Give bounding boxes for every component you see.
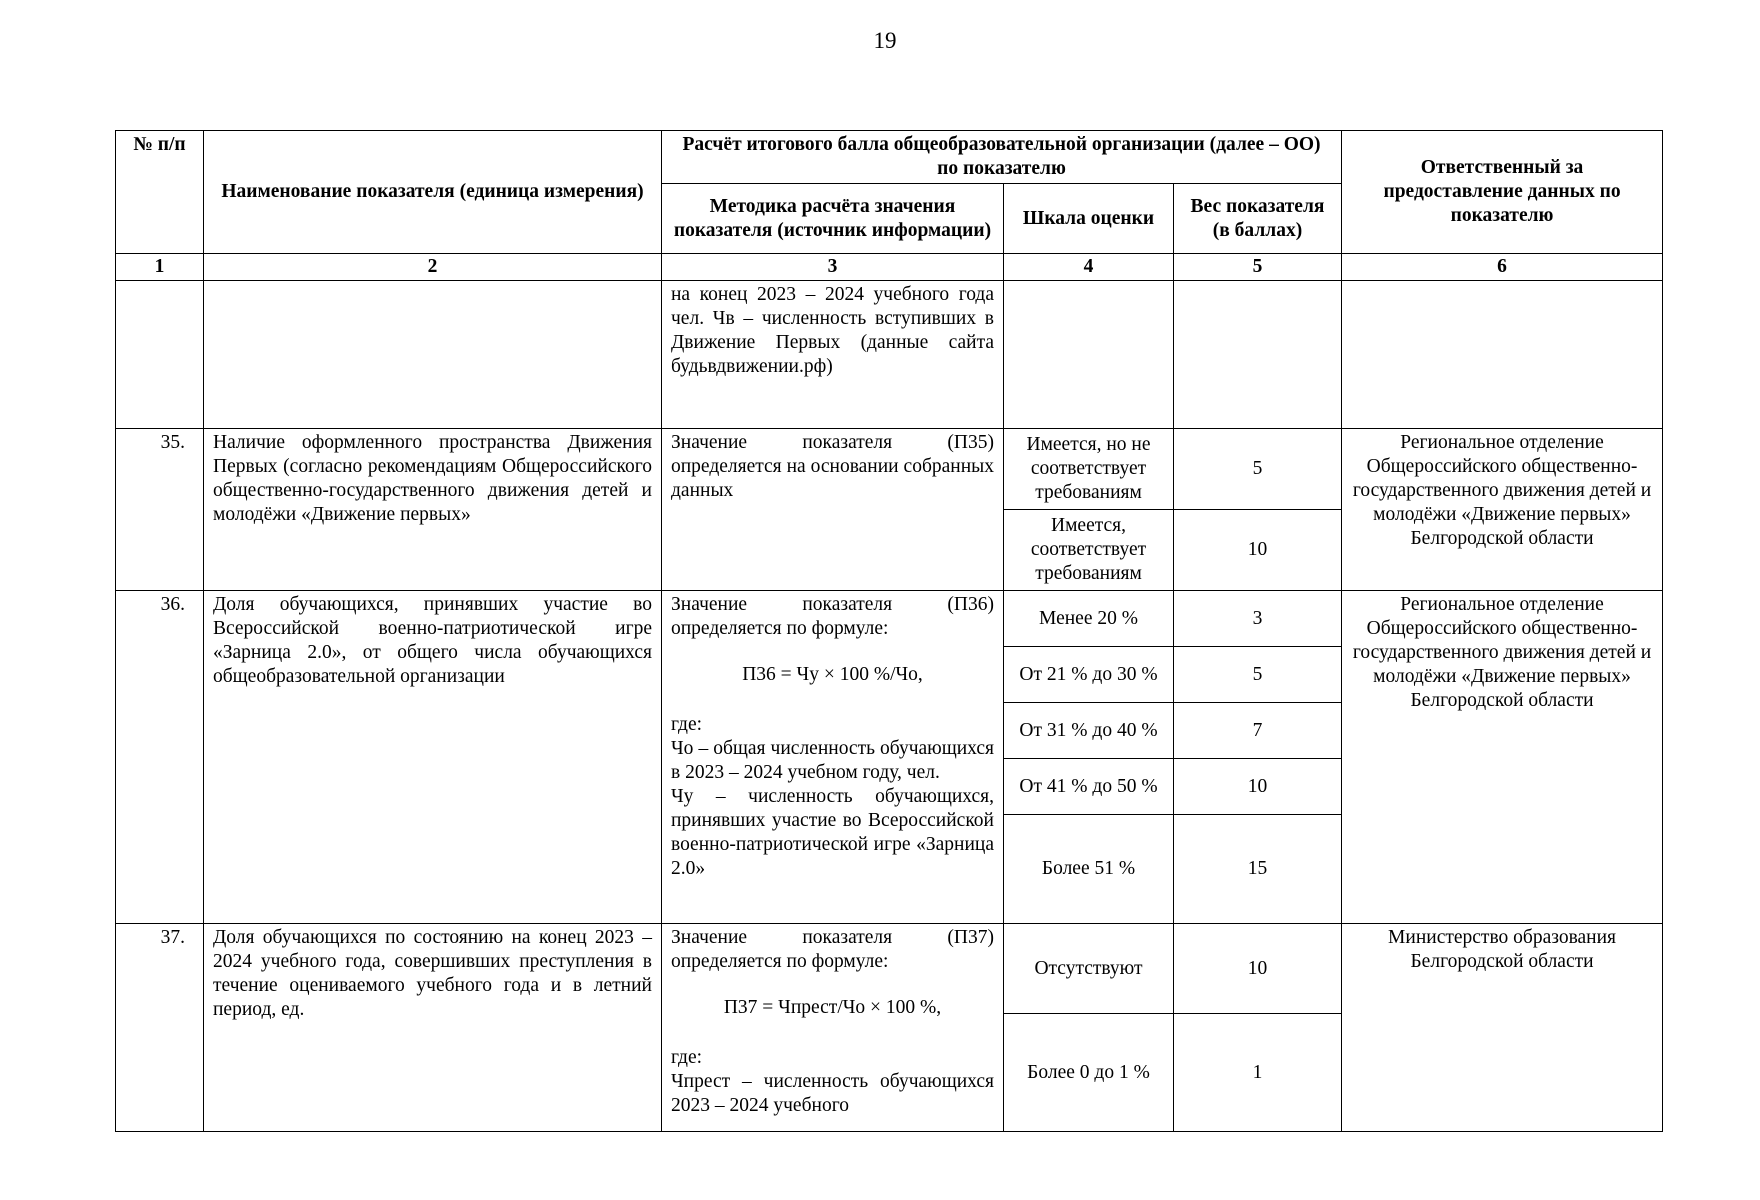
row-method	[662, 591, 1004, 924]
scale-label: От 21 % до 30 %	[1004, 647, 1174, 703]
scale-label: От 41 % до 50 %	[1004, 759, 1174, 815]
method-intro: Значение показателя (П37) определяется по формуле:	[671, 927, 994, 972]
row-name: Доля обучающихся, принявших участие во Всероссийской военно-патриотической игре «Зарница 2.0», от общего числа обучающихся общеобразовательной организации	[204, 591, 662, 924]
column-number: 2	[204, 254, 662, 281]
scale-label: Отсутствуют	[1004, 924, 1174, 1014]
scale-label: От 31 % до 40 %	[1004, 703, 1174, 759]
header-responsible: Ответственный за предоставление данных по показателю	[1342, 131, 1663, 254]
cell-weight	[1174, 281, 1342, 429]
cell-index	[116, 281, 204, 429]
header-row	[116, 131, 1663, 184]
scale-weight: 10	[1174, 924, 1342, 1014]
table-row-37	[116, 924, 1663, 1014]
scale-weight: 15	[1174, 815, 1342, 924]
scale-label: Более 0 до 1 %	[1004, 1014, 1174, 1132]
scale-label: Менее 20 %	[1004, 591, 1174, 647]
row-method	[662, 924, 1004, 1132]
row-responsible: Министерство образования Белгородской области	[1342, 924, 1663, 1132]
scale-label: Более 51 %	[1004, 815, 1174, 924]
method-formula: П36 = Чу × 100 %/Чо,	[742, 664, 923, 685]
column-number: 1	[116, 254, 204, 281]
method-formula: П37 = Чпрест/Чо × 100 %,	[723, 997, 942, 1018]
column-number: 5	[1174, 254, 1342, 281]
row-responsible: Региональное отделение Общероссийского общественно-государственного движения детей и молодёжи «Движение первых» Белгородской области	[1342, 429, 1663, 591]
cell-name	[204, 281, 662, 429]
row-index: 35.	[116, 429, 204, 591]
column-number: 4	[1004, 254, 1174, 281]
indicators-table	[115, 130, 1663, 1132]
row-index: 36.	[116, 591, 204, 924]
scale-weight: 7	[1174, 703, 1342, 759]
method-definition: Чу – численность обучающихся, принявших участие во Всероссийской военно-патриотической игре «Зарница 2.0»	[671, 786, 994, 879]
scale-weight: 10	[1174, 759, 1342, 815]
row-index: 37.	[116, 924, 204, 1132]
column-number: 3	[662, 254, 1004, 281]
scale-label: Имеется, но не соответствует требованиям	[1004, 429, 1174, 510]
header-name: Наименование показателя (единица измерения)	[204, 131, 662, 254]
cell-method: на конец 2023 – 2024 учебного года чел. Чв – численность вступивших в Движение Первых (данные сайта будьвдвижении.рф)	[662, 281, 1004, 429]
method-intro: Значение показателя (П36) определяется по формуле:	[671, 594, 994, 639]
header-scale: Шкала оценки	[1004, 184, 1174, 254]
header-calc-group: Расчёт итогового балла общеобразовательной организации (далее – ОО) по показателю	[662, 131, 1342, 184]
method-where: где:	[671, 1047, 703, 1068]
header-index: № п/п	[116, 131, 204, 254]
table-row-35	[116, 429, 1663, 510]
row-responsible: Региональное отделение Общероссийского общественно-государственного движения детей и молодёжи «Движение первых» Белгородской области	[1342, 591, 1663, 924]
column-numbers-row	[116, 254, 1663, 281]
scale-label: Имеется, соответствует требованиям	[1004, 510, 1174, 591]
cell-scale	[1004, 281, 1174, 429]
cell-responsible	[1342, 281, 1663, 429]
page-number: 19	[873, 28, 897, 53]
method-where: где:	[671, 714, 703, 735]
row-method: Значение показателя (П35) определяется на основании собранных данных	[662, 429, 1004, 591]
row-name: Доля обучающихся по состоянию на конец 2023 – 2024 учебного года, совершивших преступления в течение оцениваемого учебного года и в летний период, ед.	[204, 924, 662, 1132]
scale-weight: 5	[1174, 429, 1342, 510]
scale-weight: 5	[1174, 647, 1342, 703]
method-definition: Чпрест – численность обучающихся 2023 – 2024 учебного	[671, 1071, 994, 1116]
scale-weight: 1	[1174, 1014, 1342, 1132]
scale-weight: 10	[1174, 510, 1342, 591]
table-row-36	[116, 591, 1663, 647]
header-method: Методика расчёта значения показателя (источник информации)	[662, 184, 1004, 254]
column-number: 6	[1342, 254, 1663, 281]
row-name: Наличие оформленного пространства Движения Первых (согласно рекомендациям Общероссийского общественно-государственного движения детей и молодёжи «Движение первых»	[204, 429, 662, 591]
header-weight: Вес показателя (в баллах)	[1174, 184, 1342, 254]
table-row-continuation	[116, 281, 1663, 429]
method-definition: Чо – общая численность обучающихся в 2023 – 2024 учебном году, чел.	[671, 738, 994, 783]
scale-weight: 3	[1174, 591, 1342, 647]
